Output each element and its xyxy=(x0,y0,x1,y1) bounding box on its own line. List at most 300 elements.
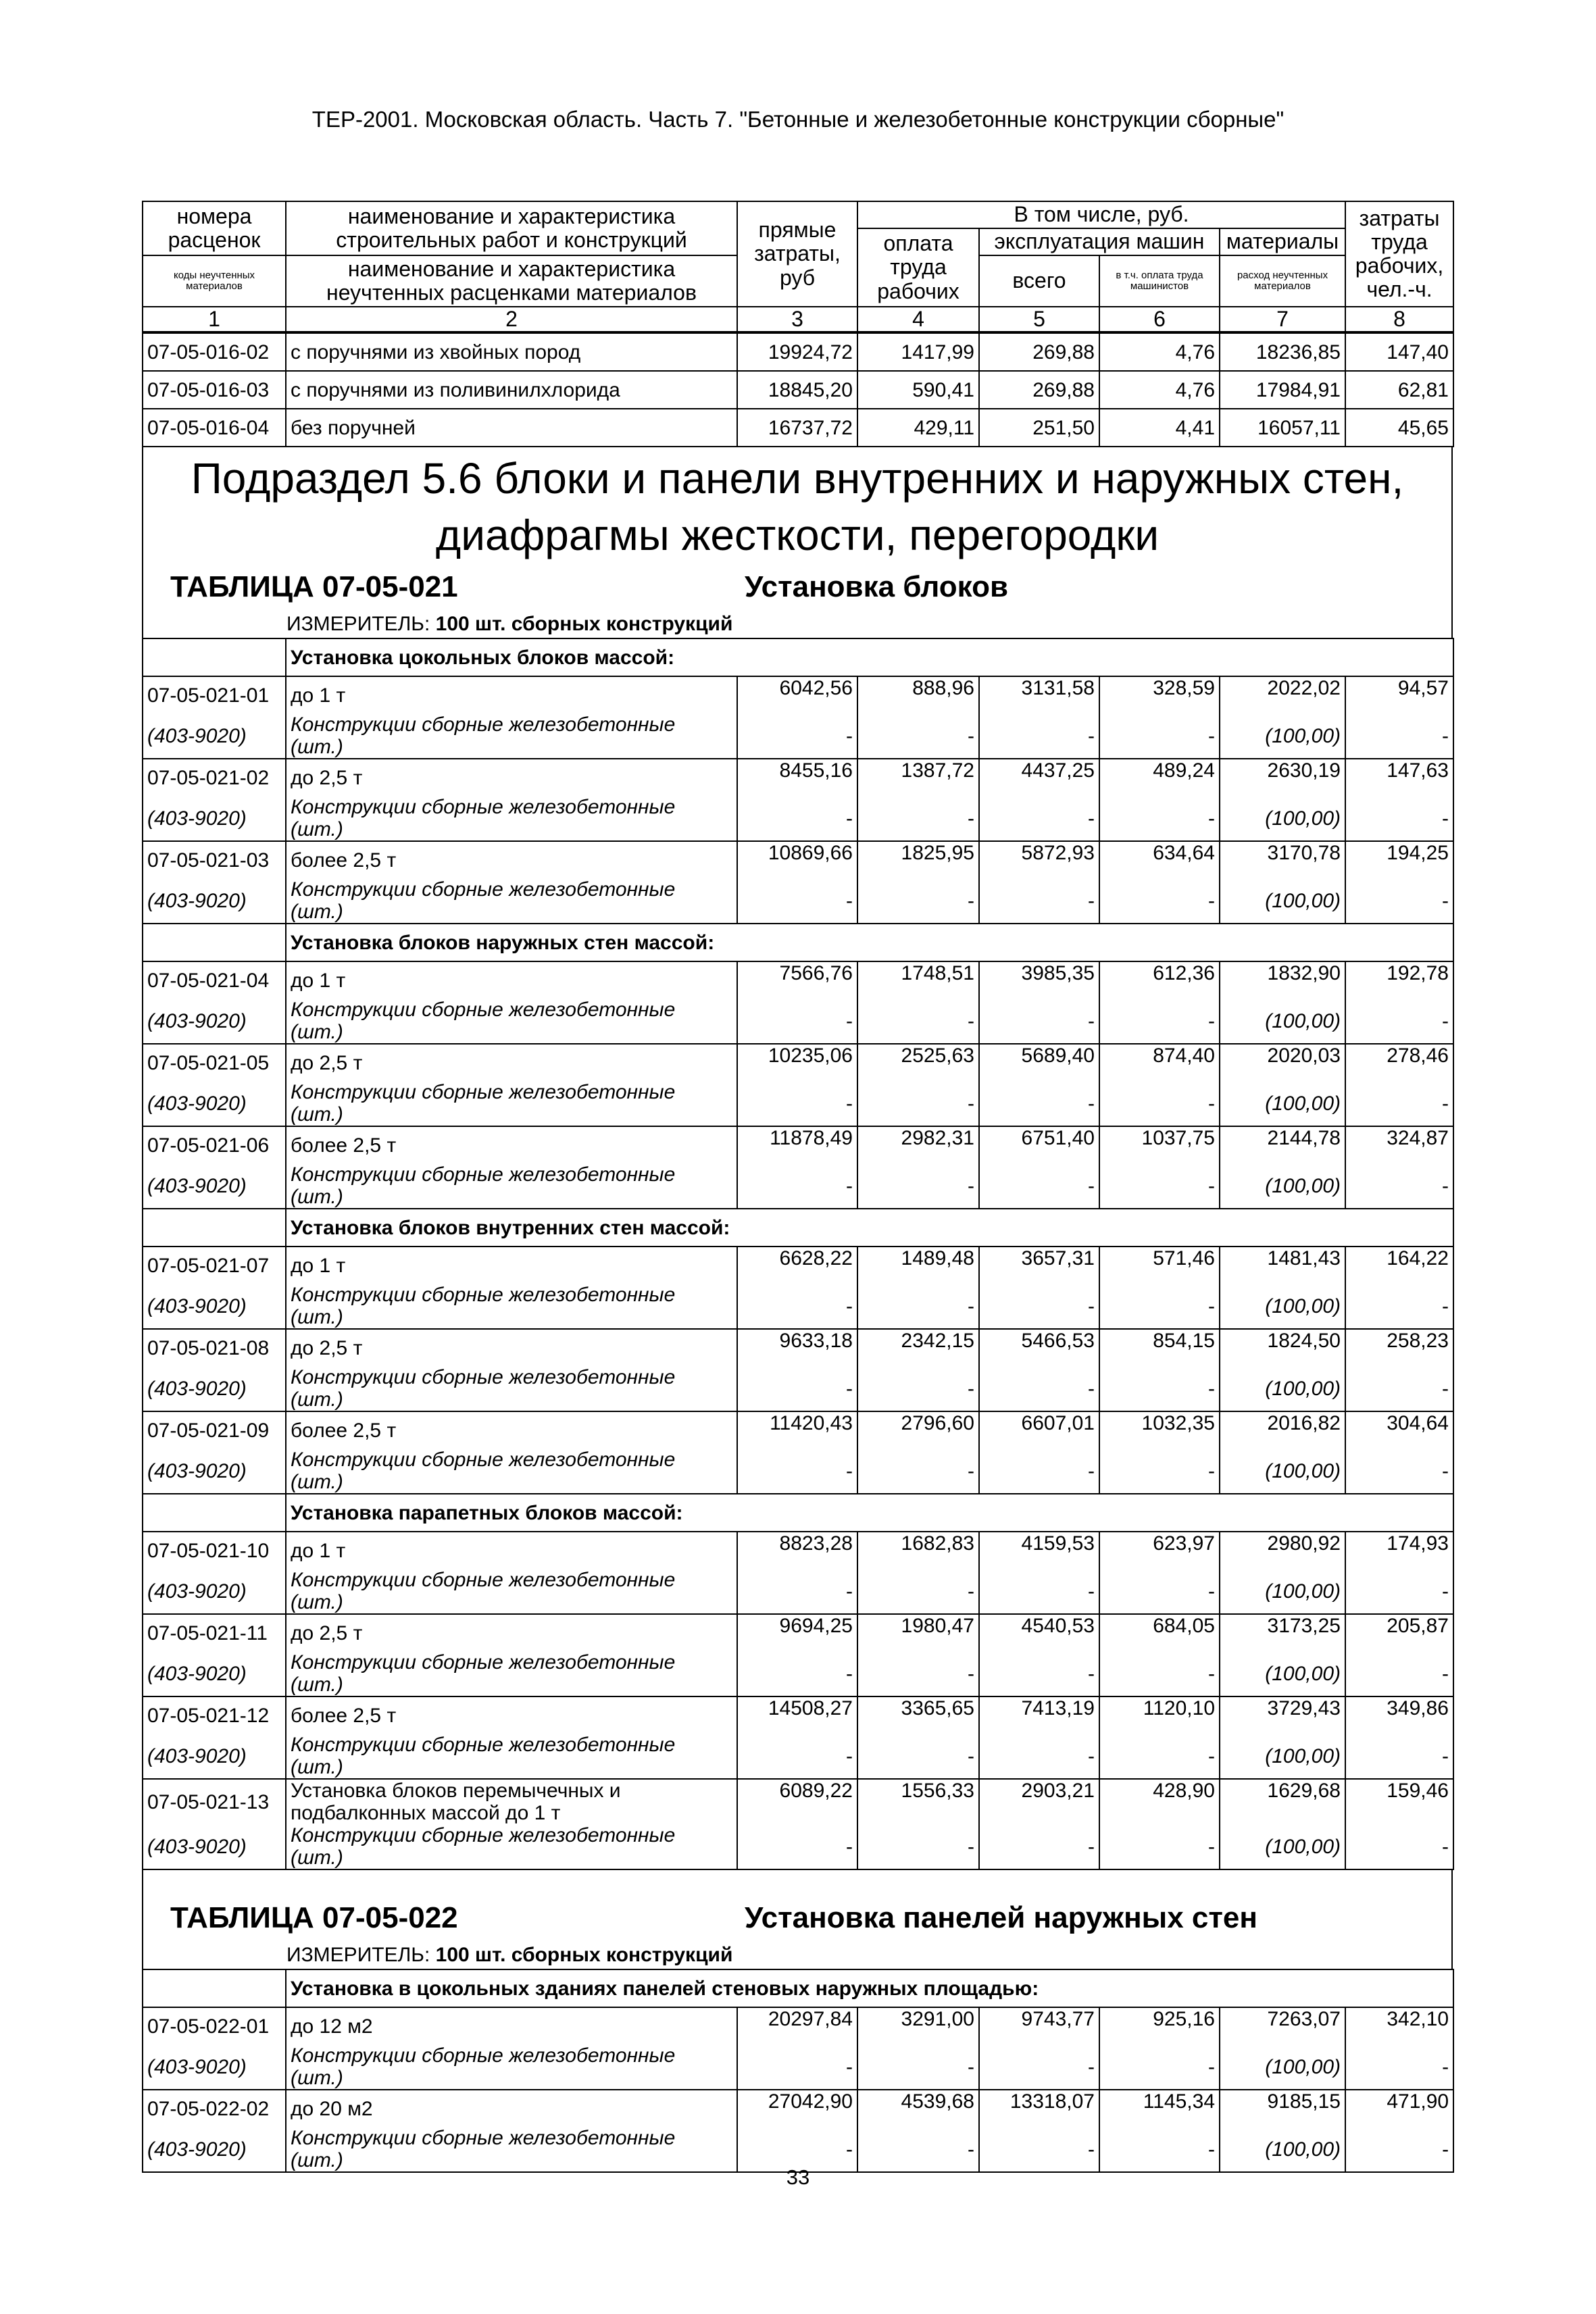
rate-code: 07-05-016-03 xyxy=(143,371,286,409)
rate-value: 194,25 xyxy=(1345,841,1453,878)
resource-dash: - xyxy=(857,2044,979,2090)
resource-code: (403-9020) xyxy=(143,1449,286,1494)
resource-amount: (100,00) xyxy=(1220,796,1345,841)
resource-amount: (100,00) xyxy=(1220,1734,1345,1779)
rate-name: до 1 т xyxy=(286,1532,737,1569)
resource-dash: - xyxy=(1099,1734,1220,1779)
table-row xyxy=(143,676,1453,713)
table-07-05-022 xyxy=(142,1894,1453,2173)
resource-dash: - xyxy=(979,2044,1099,2090)
rate-value: 1825,95 xyxy=(857,841,979,878)
resource-name: Конструкции сборные железобетонные (шт.) xyxy=(286,1734,737,1779)
resource-dash: - xyxy=(1099,1449,1220,1494)
rate-value: 3729,43 xyxy=(1220,1696,1345,1734)
header-materials: материалы xyxy=(1220,228,1345,255)
resource-dash: - xyxy=(1099,2044,1220,2090)
rate-code: 07-05-021-11 xyxy=(143,1614,286,1651)
group-row xyxy=(143,1969,1453,2007)
rate-name: без поручней xyxy=(286,409,737,447)
resource-code: (403-9020) xyxy=(143,1366,286,1411)
resource-name: Конструкции сборные железобетонные (шт.) xyxy=(286,1824,737,1869)
header-machinist-pay: в т.ч. оплата труда машинистов xyxy=(1099,255,1220,307)
rate-value: 159,46 xyxy=(1345,1779,1453,1824)
rate-value: 3365,65 xyxy=(857,1696,979,1734)
rate-value: 6607,01 xyxy=(979,1411,1099,1449)
group-row xyxy=(143,638,1453,676)
rate-code: 07-05-016-04 xyxy=(143,409,286,447)
page-number: 33 xyxy=(786,2165,810,2189)
resource-dash: - xyxy=(737,878,857,924)
resource-row xyxy=(143,1366,1453,1411)
rate-name: с поручнями из поливинилхлорида xyxy=(286,371,737,409)
rate-value: 205,87 xyxy=(1345,1614,1453,1651)
resource-dash: - xyxy=(979,1081,1099,1126)
resource-row xyxy=(143,1569,1453,1614)
rate-code: 07-05-021-02 xyxy=(143,759,286,796)
rate-value: 590,41 xyxy=(857,371,979,409)
rate-value: 4540,53 xyxy=(979,1614,1099,1651)
rate-value: 17984,91 xyxy=(1220,371,1345,409)
resource-dash: - xyxy=(1099,1163,1220,1209)
rate-name: с поручнями из хвойных пород xyxy=(286,333,737,371)
rate-value: 1417,99 xyxy=(857,333,979,371)
table-row xyxy=(143,2090,1453,2127)
rate-value: 2016,82 xyxy=(1220,1411,1345,1449)
resource-row xyxy=(143,1284,1453,1329)
resource-dash: - xyxy=(857,1366,979,1411)
resource-dash: - xyxy=(1345,1163,1453,1209)
resource-code: (403-9020) xyxy=(143,2127,286,2172)
resource-code: (403-9020) xyxy=(143,1081,286,1126)
resource-dash: - xyxy=(979,1284,1099,1329)
rate-name: до 2,5 т xyxy=(286,1614,737,1651)
resource-dash: - xyxy=(737,1569,857,1614)
rate-value: 6628,22 xyxy=(737,1247,857,1284)
rate-code: 07-05-016-02 xyxy=(143,333,286,371)
table-row xyxy=(143,1044,1453,1081)
rate-code: 07-05-021-03 xyxy=(143,841,286,878)
resource-row xyxy=(143,1081,1453,1126)
rate-value: 4159,53 xyxy=(979,1532,1099,1569)
resource-dash: - xyxy=(1345,1824,1453,1869)
resource-dash: - xyxy=(857,1734,979,1779)
rate-value: 4437,25 xyxy=(979,759,1099,796)
table-heading xyxy=(143,563,1451,611)
resource-dash: - xyxy=(1099,796,1220,841)
rate-code: 07-05-021-13 xyxy=(143,1779,286,1824)
header-material-codes: коды неучтенных материалов xyxy=(143,255,286,307)
col-num-6: 6 xyxy=(1099,307,1220,332)
resource-dash: - xyxy=(1345,1366,1453,1411)
rate-value: 164,22 xyxy=(1345,1247,1453,1284)
resource-amount: (100,00) xyxy=(1220,713,1345,759)
resource-code: (403-9020) xyxy=(143,1569,286,1614)
rate-value: 1682,83 xyxy=(857,1532,979,1569)
resource-dash: - xyxy=(737,1163,857,1209)
resource-amount: (100,00) xyxy=(1220,1081,1345,1126)
group-title: Установка в цокольных зданиях панелей стеновых наружных площадью: xyxy=(286,1969,1453,2007)
table-heading xyxy=(143,1894,1451,1942)
group-row xyxy=(143,1209,1453,1247)
header-material-names: наименование и характеристика неучтенных расценками материалов xyxy=(286,255,737,307)
rate-value: 429,11 xyxy=(857,409,979,447)
rate-name: до 2,5 т xyxy=(286,1044,737,1081)
resource-dash: - xyxy=(1099,1284,1220,1329)
resource-row xyxy=(143,1734,1453,1779)
resource-code: (403-9020) xyxy=(143,796,286,841)
rate-value: 1748,51 xyxy=(857,961,979,999)
table-row xyxy=(143,1329,1453,1366)
resource-code: (403-9020) xyxy=(143,878,286,924)
resource-name: Конструкции сборные железобетонные (шт.) xyxy=(286,1081,737,1126)
header-direct-costs: прямые затраты, руб xyxy=(737,201,857,307)
header-worker-pay: оплата труда рабочих xyxy=(857,228,979,307)
resource-name: Конструкции сборные железобетонные (шт.) xyxy=(286,999,737,1044)
rate-name: до 1 т xyxy=(286,1247,737,1284)
rate-value: 634,64 xyxy=(1099,841,1220,878)
rate-name: до 2,5 т xyxy=(286,759,737,796)
table-name: Установка панелей наружных стен xyxy=(745,1901,1257,1935)
resource-amount: (100,00) xyxy=(1220,1569,1345,1614)
resource-dash: - xyxy=(737,2044,857,2090)
rate-value: 324,87 xyxy=(1345,1126,1453,1163)
table-row xyxy=(143,961,1453,999)
resource-dash: - xyxy=(1099,1824,1220,1869)
resource-dash: - xyxy=(1345,1081,1453,1126)
resource-name: Конструкции сборные железобетонные (шт.) xyxy=(286,2044,737,2090)
rate-value: 328,59 xyxy=(1099,676,1220,713)
table-row xyxy=(143,333,1453,371)
column-header-table xyxy=(142,201,1454,332)
rate-value: 9743,77 xyxy=(979,2007,1099,2044)
rate-name: более 2,5 т xyxy=(286,1126,737,1163)
resource-code: (403-9020) xyxy=(143,2044,286,2090)
resource-dash: - xyxy=(737,796,857,841)
rate-value: 45,65 xyxy=(1345,409,1453,447)
rate-value: 1145,34 xyxy=(1099,2090,1220,2127)
header-machines-total: всего xyxy=(979,255,1099,307)
rate-value: 7413,19 xyxy=(979,1696,1099,1734)
resource-dash: - xyxy=(737,713,857,759)
resource-dash: - xyxy=(737,2127,857,2172)
rate-value: 1824,50 xyxy=(1220,1329,1345,1366)
rate-value: 11878,49 xyxy=(737,1126,857,1163)
rate-name: до 20 м2 xyxy=(286,2090,737,2127)
rate-code: 07-05-022-01 xyxy=(143,2007,286,2044)
rate-value: 1032,35 xyxy=(1099,1411,1220,1449)
rate-value: 10235,06 xyxy=(737,1044,857,1081)
rate-value: 147,63 xyxy=(1345,759,1453,796)
rate-value: 3173,25 xyxy=(1220,1614,1345,1651)
col-num-3: 3 xyxy=(737,307,857,332)
rate-value: 5872,93 xyxy=(979,841,1099,878)
rates-table xyxy=(142,638,1454,1870)
group-title: Установка цокольных блоков массой: xyxy=(286,638,1453,676)
rate-value: 1629,68 xyxy=(1220,1779,1345,1824)
rate-value: 571,46 xyxy=(1099,1247,1220,1284)
rate-value: 1489,48 xyxy=(857,1247,979,1284)
rate-value: 3985,35 xyxy=(979,961,1099,999)
resource-dash: - xyxy=(979,878,1099,924)
resource-code: (403-9020) xyxy=(143,1163,286,1209)
resource-row xyxy=(143,1651,1453,1696)
rate-code: 07-05-021-07 xyxy=(143,1247,286,1284)
table-number: ТАБЛИЦА 07-05-021 xyxy=(170,570,458,604)
header-labor-costs: затраты труда рабочих, чел.-ч. xyxy=(1345,201,1453,307)
rate-value: 2342,15 xyxy=(857,1329,979,1366)
rate-value: 888,96 xyxy=(857,676,979,713)
rate-value: 2525,63 xyxy=(857,1044,979,1081)
table-row xyxy=(143,1614,1453,1651)
rate-name: более 2,5 т xyxy=(286,1411,737,1449)
resource-name: Конструкции сборные железобетонные (шт.) xyxy=(286,2127,737,2172)
resource-dash: - xyxy=(1345,796,1453,841)
resource-dash: - xyxy=(857,878,979,924)
rate-value: 3170,78 xyxy=(1220,841,1345,878)
resource-dash: - xyxy=(979,2127,1099,2172)
rate-code: 07-05-021-08 xyxy=(143,1329,286,1366)
rate-value: 6751,40 xyxy=(979,1126,1099,1163)
rate-value: 7263,07 xyxy=(1220,2007,1345,2044)
resource-dash: - xyxy=(1345,1449,1453,1494)
rate-value: 9633,18 xyxy=(737,1329,857,1366)
rate-value: 1832,90 xyxy=(1220,961,1345,999)
rate-value: 854,15 xyxy=(1099,1329,1220,1366)
subsection-title: Подраздел 5.6 блоки и панели внутренних и наружных стен, диафрагмы жесткости, перегородки xyxy=(191,454,1404,560)
resource-row xyxy=(143,713,1453,759)
rate-value: 94,57 xyxy=(1345,676,1453,713)
rate-name: Установка блоков перемычечных и подбалконных массой до 1 т xyxy=(286,1779,737,1824)
resource-dash: - xyxy=(1345,999,1453,1044)
table-row xyxy=(143,759,1453,796)
resource-dash: - xyxy=(979,713,1099,759)
resource-dash: - xyxy=(737,1081,857,1126)
rate-code: 07-05-021-04 xyxy=(143,961,286,999)
rate-value: 5466,53 xyxy=(979,1329,1099,1366)
rate-value: 1556,33 xyxy=(857,1779,979,1824)
resource-dash: - xyxy=(979,1651,1099,1696)
rate-name: до 1 т xyxy=(286,676,737,713)
col-num-8: 8 xyxy=(1345,307,1453,332)
col-num-5: 5 xyxy=(979,307,1099,332)
rate-value: 258,23 xyxy=(1345,1329,1453,1366)
resource-code: (403-9020) xyxy=(143,1734,286,1779)
measure-unit: ИЗМЕРИТЕЛЬ: 100 шт. сборных конструкций xyxy=(286,613,733,636)
resource-dash: - xyxy=(737,999,857,1044)
table-row xyxy=(143,371,1453,409)
rate-name: до 1 т xyxy=(286,961,737,999)
header-rate-number: номера расценок xyxy=(143,201,286,255)
top-rates-table xyxy=(142,332,1454,447)
resource-amount: (100,00) xyxy=(1220,878,1345,924)
rate-value: 6089,22 xyxy=(737,1779,857,1824)
resource-amount: (100,00) xyxy=(1220,2127,1345,2172)
resource-dash: - xyxy=(737,1824,857,1869)
table-row xyxy=(143,1779,1453,1824)
rate-value: 8455,16 xyxy=(737,759,857,796)
header-machines: эксплуатация машин xyxy=(979,228,1220,255)
resource-name: Конструкции сборные железобетонные (шт.) xyxy=(286,878,737,924)
table-row xyxy=(143,1532,1453,1569)
rate-value: 684,05 xyxy=(1099,1614,1220,1651)
col-num-4: 4 xyxy=(857,307,979,332)
table-07-05-021 xyxy=(142,563,1453,1894)
resource-dash: - xyxy=(979,1449,1099,1494)
rate-value: 10869,66 xyxy=(737,841,857,878)
resource-dash: - xyxy=(979,1734,1099,1779)
rate-value: 19924,72 xyxy=(737,333,857,371)
rate-value: 147,40 xyxy=(1345,333,1453,371)
rate-value: 623,97 xyxy=(1099,1532,1220,1569)
resource-amount: (100,00) xyxy=(1220,2044,1345,2090)
resource-name: Конструкции сборные железобетонные (шт.) xyxy=(286,1569,737,1614)
rate-value: 1481,43 xyxy=(1220,1247,1345,1284)
col-num-7: 7 xyxy=(1220,307,1345,332)
resource-dash: - xyxy=(1099,878,1220,924)
resource-name: Конструкции сборные железобетонные (шт.) xyxy=(286,1366,737,1411)
rate-value: 9185,15 xyxy=(1220,2090,1345,2127)
rate-value: 9694,25 xyxy=(737,1614,857,1651)
rate-value: 6042,56 xyxy=(737,676,857,713)
resource-dash: - xyxy=(979,1824,1099,1869)
rate-value: 174,93 xyxy=(1345,1532,1453,1569)
resource-code: (403-9020) xyxy=(143,1651,286,1696)
resource-code: (403-9020) xyxy=(143,1284,286,1329)
resource-dash: - xyxy=(857,999,979,1044)
resource-name: Конструкции сборные железобетонные (шт.) xyxy=(286,796,737,841)
rate-value: 874,40 xyxy=(1099,1044,1220,1081)
resource-dash: - xyxy=(979,796,1099,841)
resource-dash: - xyxy=(857,1569,979,1614)
rate-value: 3657,31 xyxy=(979,1247,1099,1284)
rate-value: 192,78 xyxy=(1345,961,1453,999)
rate-name: до 12 м2 xyxy=(286,2007,737,2044)
col-num-1: 1 xyxy=(143,307,286,332)
group-row xyxy=(143,924,1453,961)
resource-dash: - xyxy=(1345,1284,1453,1329)
resource-amount: (100,00) xyxy=(1220,1284,1345,1329)
resource-dash: - xyxy=(1345,1569,1453,1614)
resource-dash: - xyxy=(857,1449,979,1494)
resource-dash: - xyxy=(1345,713,1453,759)
resource-code: (403-9020) xyxy=(143,713,286,759)
rate-value: 3291,00 xyxy=(857,2007,979,2044)
resource-row xyxy=(143,1449,1453,1494)
rates-table xyxy=(142,1969,1454,2173)
resource-row xyxy=(143,1163,1453,1209)
resource-row xyxy=(143,1824,1453,1869)
rate-code: 07-05-021-12 xyxy=(143,1696,286,1734)
resource-dash: - xyxy=(1099,2127,1220,2172)
table-row xyxy=(143,409,1453,447)
rate-code: 07-05-021-09 xyxy=(143,1411,286,1449)
resource-dash: - xyxy=(737,1284,857,1329)
resource-dash: - xyxy=(1345,1651,1453,1696)
rate-value: 471,90 xyxy=(1345,2090,1453,2127)
resource-name: Конструкции сборные железобетонные (шт.) xyxy=(286,1163,737,1209)
table-spacer xyxy=(142,1870,1453,1894)
resource-amount: (100,00) xyxy=(1220,999,1345,1044)
rate-name: до 2,5 т xyxy=(286,1329,737,1366)
rate-value: 2020,03 xyxy=(1220,1044,1345,1081)
rate-value: 1980,47 xyxy=(857,1614,979,1651)
resource-dash: - xyxy=(1345,2127,1453,2172)
table-row xyxy=(143,1126,1453,1163)
subsection-block xyxy=(142,447,1453,563)
resource-amount: (100,00) xyxy=(1220,1449,1345,1494)
rate-name: более 2,5 т xyxy=(286,841,737,878)
resource-dash: - xyxy=(857,1651,979,1696)
rate-code: 07-05-021-05 xyxy=(143,1044,286,1081)
rate-value: 612,36 xyxy=(1099,961,1220,999)
header-material-consumption: расход неучтенных материалов xyxy=(1220,255,1345,307)
rate-value: 4539,68 xyxy=(857,2090,979,2127)
resource-dash: - xyxy=(737,1366,857,1411)
resource-dash: - xyxy=(1099,1366,1220,1411)
resource-name: Конструкции сборные железобетонные (шт.) xyxy=(286,713,737,759)
rate-value: 2982,31 xyxy=(857,1126,979,1163)
resource-name: Конструкции сборные железобетонные (шт.) xyxy=(286,1651,737,1696)
document-title: ТЕР-2001. Московская область. Часть 7. "Бетонные и железобетонные конструкции сборные" xyxy=(311,107,1285,132)
group-title: Установка блоков внутренних стен массой: xyxy=(286,1209,1453,1247)
resource-dash: - xyxy=(857,796,979,841)
resource-dash: - xyxy=(857,1081,979,1126)
rate-value: 925,16 xyxy=(1099,2007,1220,2044)
table-row xyxy=(143,1411,1453,1449)
resource-row xyxy=(143,796,1453,841)
table-name: Установка блоков xyxy=(745,570,1009,604)
resource-dash: - xyxy=(1099,713,1220,759)
resource-amount: (100,00) xyxy=(1220,1651,1345,1696)
rate-value: 489,24 xyxy=(1099,759,1220,796)
resource-row xyxy=(143,2044,1453,2090)
header-work-name: наименование и характеристика строительных работ и конструкций xyxy=(286,201,737,255)
rate-value: 11420,43 xyxy=(737,1411,857,1449)
rate-value: 16057,11 xyxy=(1220,409,1345,447)
resource-name: Конструкции сборные железобетонные (шт.) xyxy=(286,1284,737,1329)
rate-value: 304,64 xyxy=(1345,1411,1453,1449)
rate-value: 7566,76 xyxy=(737,961,857,999)
rate-value: 20297,84 xyxy=(737,2007,857,2044)
group-row xyxy=(143,1494,1453,1532)
rate-value: 2980,92 xyxy=(1220,1532,1345,1569)
group-title: Установка парапетных блоков массой: xyxy=(286,1494,1453,1532)
resource-dash: - xyxy=(737,1449,857,1494)
rate-value: 13318,07 xyxy=(979,2090,1099,2127)
table-row xyxy=(143,2007,1453,2044)
rate-code: 07-05-021-06 xyxy=(143,1126,286,1163)
group-title: Установка блоков наружных стен массой: xyxy=(286,924,1453,961)
rate-value: 2796,60 xyxy=(857,1411,979,1449)
resource-dash: - xyxy=(1099,1651,1220,1696)
resource-dash: - xyxy=(737,1651,857,1696)
resource-dash: - xyxy=(857,1284,979,1329)
rate-value: 342,10 xyxy=(1345,2007,1453,2044)
rate-value: 251,50 xyxy=(979,409,1099,447)
rate-value: 2903,21 xyxy=(979,1779,1099,1824)
rate-code: 07-05-022-02 xyxy=(143,2090,286,2127)
resource-dash: - xyxy=(1345,1734,1453,1779)
header-in-total: В том числе, руб. xyxy=(857,201,1345,228)
rate-value: 4,41 xyxy=(1099,409,1220,447)
resource-dash: - xyxy=(1345,2044,1453,2090)
rate-code: 07-05-021-01 xyxy=(143,676,286,713)
rate-value: 428,90 xyxy=(1099,1779,1220,1824)
resource-dash: - xyxy=(979,999,1099,1044)
rate-value: 1037,75 xyxy=(1099,1126,1220,1163)
rate-value: 4,76 xyxy=(1099,371,1220,409)
resource-code: (403-9020) xyxy=(143,999,286,1044)
